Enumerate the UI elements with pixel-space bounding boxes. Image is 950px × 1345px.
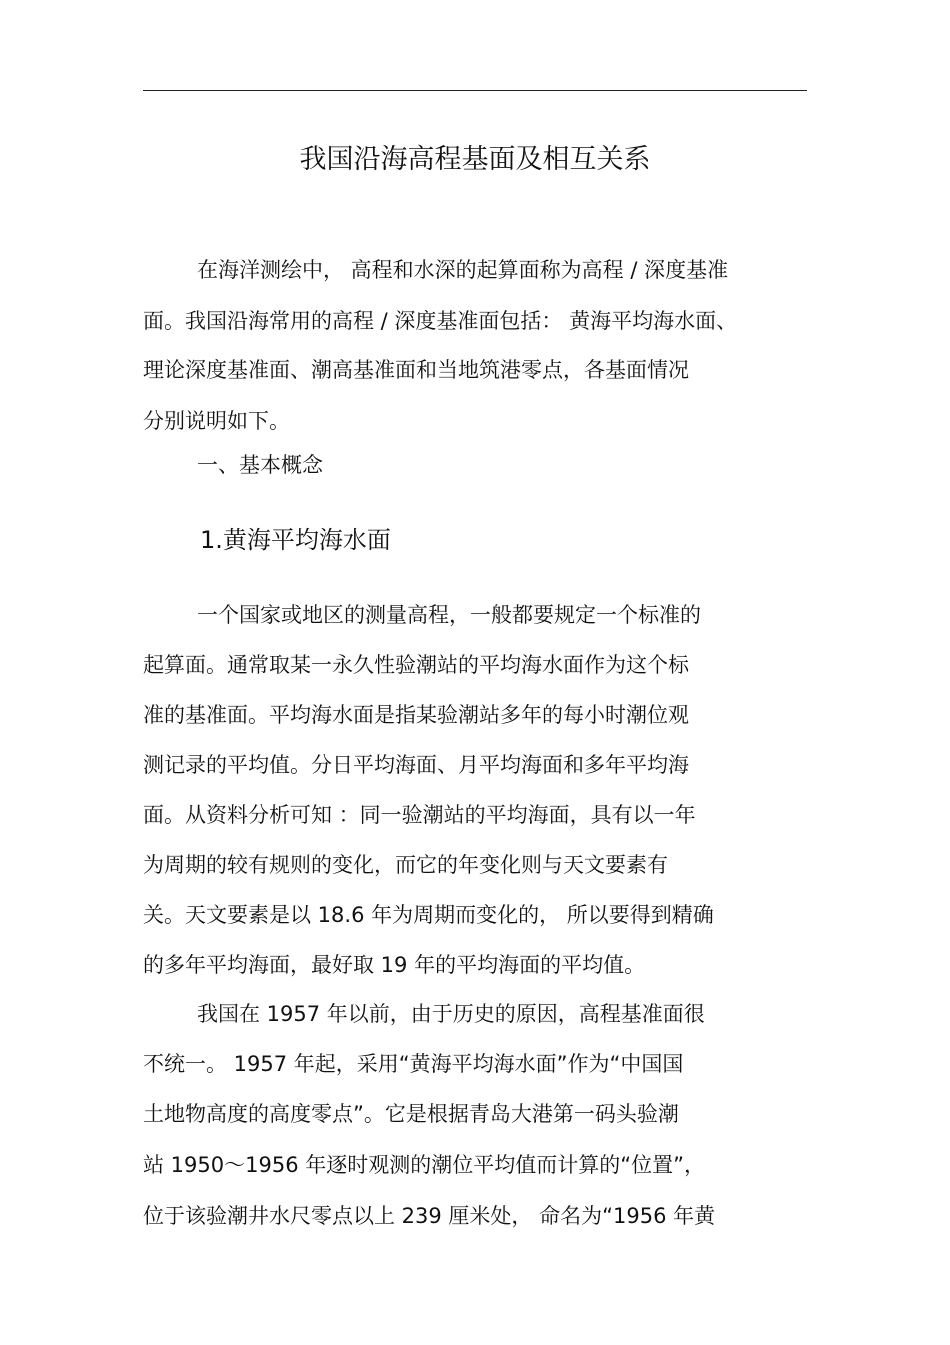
para1-line-5: 面。从资料分析可知 ：同一验潮站的平均海面，具有以一年: [143, 803, 696, 827]
para1-line-8: 的多年平均海面，最好取 19 年的平均海面的平均值。: [143, 953, 646, 977]
header-rule: [143, 90, 807, 91]
para2-line-5: 位于该验潮井水尺零点以上 239 厘米处， 命名为“1956 年黄: [143, 1204, 716, 1228]
para1-line-4: 测记录的平均值。分日平均海面、月平均海面和多年平均海: [143, 753, 689, 777]
subsection-heading: 1.黄海平均海水面: [200, 526, 391, 554]
section-heading: 一、基本概念: [197, 453, 323, 477]
para2-line-2: 不统一。 1957 年起，采用“黄海平均海水面”作为“中国国: [143, 1052, 684, 1076]
para2-line-4: 站 1950～1956 年逐时观测的潮位平均值而计算的“位置”，: [143, 1153, 705, 1177]
intro-line-3: 理论深度基准面、潮高基准面和当地筑港零点，各基面情况: [143, 358, 689, 382]
para1-line-6: 为周期的较有规则的变化，而它的年变化则与天文要素有: [143, 853, 668, 877]
para2-line-1: 我国在 1957 年以前，由于历史的原因，高程基准面很: [197, 1002, 705, 1026]
intro-line-1: 在海洋测绘中， 高程和水深的起算面称为高程 / 深度基准: [197, 258, 729, 282]
para1-line-2: 起算面。通常取某一永久性验潮站的平均海水面作为这个标: [143, 653, 689, 677]
intro-line-4: 分别说明如下。: [143, 409, 290, 433]
intro-line-2: 面。我国沿海常用的高程 / 深度基准面包括： 黄海平均海水面、: [143, 309, 738, 333]
document-title: 我国沿海高程基面及相互关系: [299, 144, 651, 175]
para2-line-3: 土地物高度的高度零点”。它是根据青岛大港第一码头验潮: [143, 1102, 679, 1126]
para1-line-1: 一个国家或地区的测量高程，一般都要规定一个标准的: [197, 603, 701, 627]
para1-line-7: 关。天文要素是以 18.6 年为周期而变化的， 所以要得到精确: [143, 903, 714, 927]
para1-line-3: 准的基准面。平均海水面是指某验潮站多年的每小时潮位观: [143, 703, 689, 727]
